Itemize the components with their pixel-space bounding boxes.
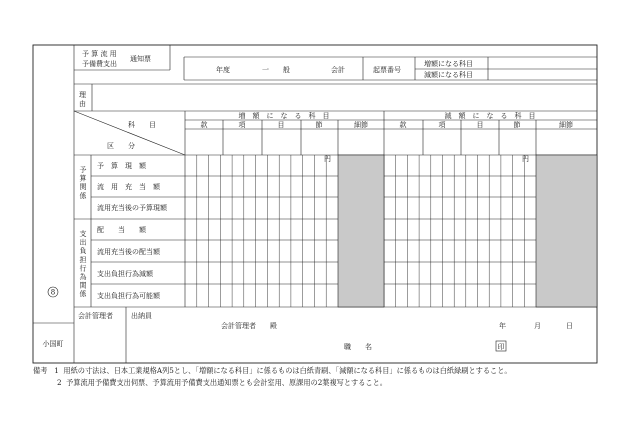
note-1 (33, 366, 512, 375)
notes-label: 備考 (33, 366, 48, 375)
section-label-1-char: 係 (79, 290, 87, 299)
reason-label-char-1: 理 (79, 91, 86, 99)
subject-label: 科 目 (128, 121, 156, 129)
column-header-increase-5: 細節 (354, 121, 368, 129)
decrease-subject-label: 減額になる科目 (424, 71, 473, 79)
form-title-line2: 予備費支出 (82, 60, 117, 68)
section-label-1-char: 出 (79, 238, 87, 247)
section-label-0-char: 算 (79, 174, 87, 183)
column-header-increase-3: 目 (277, 121, 285, 129)
form-title-line1: 予 算 流 用 (82, 50, 117, 58)
account-type: 一 般 (262, 66, 290, 74)
position-label: 職 名 (344, 343, 372, 351)
section-label-1-char: 負 (79, 247, 87, 256)
account-label: 会計 (331, 66, 345, 74)
column-header-decrease-1: 款 (399, 121, 407, 129)
column-header-decrease-5: 細節 (559, 121, 573, 129)
seal-mark: 印 (497, 343, 505, 351)
section-label-1-char: 行 (79, 264, 87, 273)
note-1-text: 用紙の寸法は、日本工業規格A列5とし、「増額になる科目」に係るものは白紙青刷、「減額になる科目」に係るものは白紙緑刷とすること。 (63, 366, 512, 375)
row-label-0-1: 流 用 充 当 額 (97, 183, 160, 191)
cashier-label: 出納員 (131, 312, 152, 320)
row-label-0-2: 流用充当後の予算現額 (97, 204, 167, 212)
section-label-1-char: 為 (79, 273, 87, 281)
addressee: 会計管理者 殿 (221, 322, 277, 330)
column-header-increase-1: 款 (200, 121, 208, 129)
increase-group-header: 増 額 に な る 科 目 (238, 112, 330, 120)
municipality-name: 小国町 (42, 340, 64, 348)
year-label: 年度 (216, 66, 230, 74)
note-2 (57, 378, 387, 387)
reason-label-char-2: 由 (79, 100, 86, 108)
row-label-0-0: 予 算 現 額 (97, 162, 146, 170)
month-suffix: 月 (534, 322, 541, 330)
section-label-0-char: 関 (79, 183, 87, 192)
note-2-number: 2 (57, 378, 62, 387)
accounting-manager-label: 会計管理者 (78, 312, 113, 320)
section-label-1-char: 支 (79, 230, 87, 238)
row-label-1-2: 支出負担行為減額 (97, 270, 153, 278)
form-title-suffix: 通知票 (130, 55, 151, 63)
column-header-decrease-3: 目 (476, 121, 484, 129)
note-2-text: 予算流用予備費支出伺票、予算流用予備費支出通知票とも会計室用、原課用の2葉複写とすること。 (66, 378, 387, 387)
section-label-0-char: 係 (79, 191, 87, 200)
note-1-number: 1 (54, 366, 59, 375)
yen-mark-increase: 円 (324, 155, 331, 163)
increase-subject-label: 増額になる科目 (424, 60, 473, 68)
column-header-decrease-2: 項 (438, 121, 446, 129)
voucher-number-label: 起票番号 (373, 66, 401, 74)
yen-mark-decrease: 円 (522, 155, 529, 163)
section-label-0-char: 予 (79, 166, 87, 174)
section-label-1-char: 担 (79, 255, 87, 264)
column-header-increase-2: 項 (238, 121, 246, 129)
row-label-1-1: 流用充当後の配当額 (97, 248, 160, 256)
category-label: 区 分 (107, 142, 135, 150)
decrease-group-header: 減 額 に な る 科 目 (444, 112, 536, 120)
circled-number: 8 (50, 288, 56, 297)
row-label-1-0: 配 当 額 (97, 226, 146, 234)
row-label-1-3: 支出負担行為可能額 (97, 292, 160, 300)
year-suffix: 年 (499, 322, 506, 330)
column-header-decrease-4: 節 (513, 121, 521, 129)
column-header-increase-4: 節 (315, 121, 323, 129)
day-suffix: 日 (566, 322, 573, 330)
section-label-1-char: 関 (79, 281, 87, 290)
